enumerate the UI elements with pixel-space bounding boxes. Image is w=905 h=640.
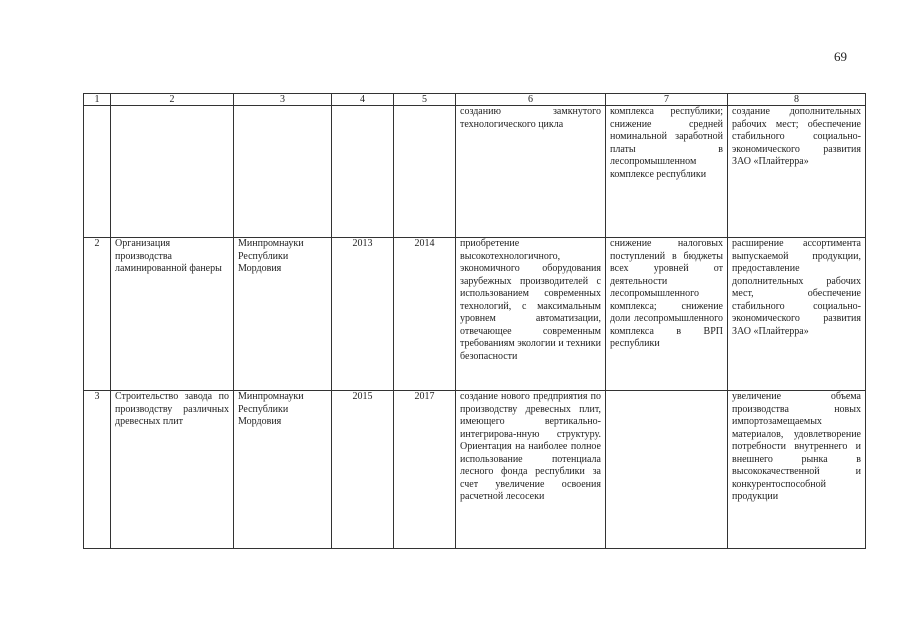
start-year [332,106,394,238]
expected-effect: создание дополнительных рабочих мест; обеспечение стабильного социально-экономического развития ЗАО «Плайтерра» [728,106,866,238]
header-col-4: 4 [332,94,394,106]
executor [234,106,332,238]
table-header-row [84,94,866,106]
measures-table [83,93,866,549]
executor: Минпромнауки Республики Мордовия [234,391,332,549]
header-col-3: 3 [234,94,332,106]
start-year: 2015 [332,391,394,549]
risk-result: снижение налоговых поступлений в бюджеты всех уровней от деятельности лесопромышленного комплекса; снижение доли лесопромышленного комплекса в ВРП республики [606,238,728,391]
risk-result [606,391,728,549]
measure-name [111,106,234,238]
expected-effect: расширение ассортимента выпускаемой продукции, предоставление дополнительных рабочих мест, обеспечение стабильного социально-экономического развития ЗАО «Плайтерра» [728,238,866,391]
header-col-2: 2 [111,94,234,106]
end-year: 2014 [394,238,456,391]
header-col-8: 8 [728,94,866,106]
table-row [84,391,866,549]
start-year: 2013 [332,238,394,391]
risk-result: комплекса республики; снижение средней номинальной заработной платы в лесопромышленном комплексе республики [606,106,728,238]
measure-name: Организация производства ламинированной фанеры [111,238,234,391]
page-number: 69 [834,49,847,64]
row-number: 3 [84,391,111,549]
measure-content: созданию замкнутого технологического цикла [456,106,606,238]
header-col-6: 6 [456,94,606,106]
row-number: 2 [84,238,111,391]
table-row [84,238,866,391]
header-col-7: 7 [606,94,728,106]
executor: Минпромнауки Республики Мордовия [234,238,332,391]
table-row [84,106,866,238]
measure-name: Строительство завода по производству различных древесных плит [111,391,234,549]
measure-content: создание нового предприятия по производству древесных плит, имеющего вертикально-интегрирова-нную структуру. Ориентация на наиболее полное использование потенциала лесного фонда республики за счет увеличение освоения расчетной лесосеки [456,391,606,549]
row-number [84,106,111,238]
header-col-1: 1 [84,94,111,106]
measure-content: приобретение высокотехнологичного, экономичного оборудования зарубежных производителей с использованием современных технологий, с максимальным уровнем автоматизации, отвечающее современным требованиям экологии и техники безопасности [456,238,606,391]
end-year [394,106,456,238]
end-year: 2017 [394,391,456,549]
header-col-5: 5 [394,94,456,106]
expected-effect: увеличение объема производства новых импортозамещаемых материалов, удовлетворение потребности внутреннего и внешнего рынка в высококачественной и конкурентоспособной продукции [728,391,866,549]
